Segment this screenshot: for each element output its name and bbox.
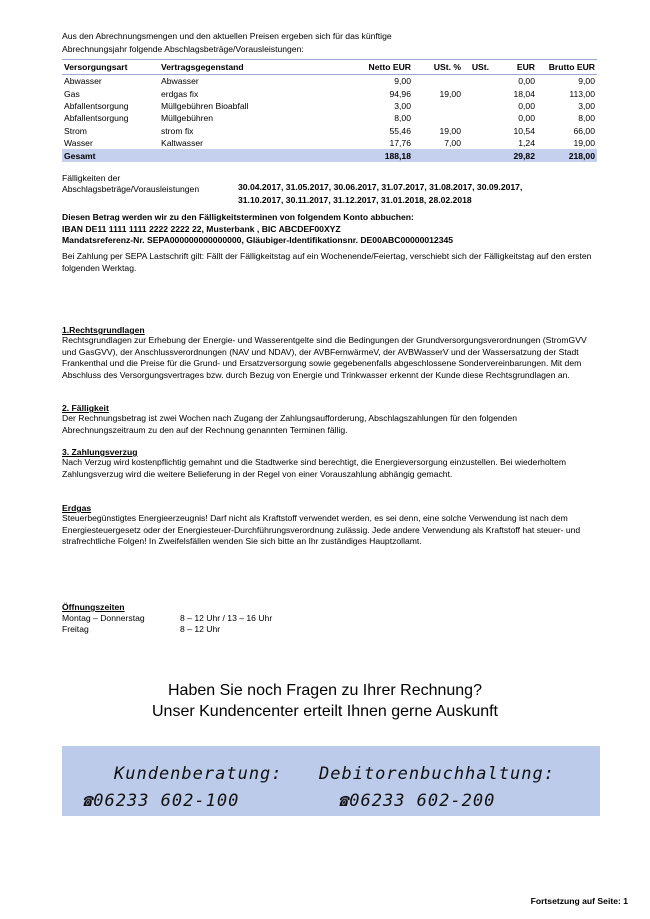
phone-icon: ☎ [82,791,94,811]
cell: 1,24 [518,138,535,149]
intro-line-1: Aus den Abrechnungsmengen und den aktuellen Preisen ergeben sich für das künftige [62,31,392,41]
section-erdgas [62,503,597,548]
cell: 19,00 [439,125,461,136]
customer-service-label: Kundenberatung: [114,764,283,784]
header-versorgungsart: Versorgungsart [62,60,159,75]
sepa-note: Bei Zahlung per SEPA Lastschrift gilt: Fällt der Fälligkeitstag auf ein Wochenende/Feiertag, verschiebt sich der Fälligkeitstag auf den ersten folgenden Werktag. [62,251,592,273]
cell: strom fix [161,125,194,136]
cell: Gas [64,88,80,99]
cell [463,125,491,137]
contact-banner [62,746,600,816]
cell: 19,00 [439,88,461,99]
cell: 19,00 [573,138,595,149]
phone-number: 06233 602-200 [349,791,496,811]
header-eur: EUR [491,60,537,75]
opening-hours [62,602,272,635]
phone-icon: ☎ [338,791,350,811]
cell: 0,00 [518,76,535,87]
opening-hours-row [62,624,272,635]
cell: 9,00 [394,76,411,87]
table-row [62,87,597,99]
header-brutto: Brutto EUR [537,60,597,75]
cell [463,149,491,162]
total-label: Gesamt [62,149,159,162]
accounts-receivable-phone [338,791,495,811]
intro-line-2: Abrechnungsjahr folgende Abschlagsbeträge/Vorausleistungen: [62,43,304,54]
cell: 8,00 [578,113,595,124]
cell: 0,00 [518,113,535,124]
cell: Strom [64,125,87,136]
cell [463,100,491,112]
table-row [62,125,597,137]
cell: 7,00 [444,138,461,149]
hours-time: 8 – 12 Uhr / 13 – 16 Uhr [180,613,273,623]
questions-subheading: Unser Kundencenter erteilt Ihnen gerne Auskunft [152,703,498,720]
cell: 94,96 [389,88,411,99]
cell [463,137,491,149]
due-label-line-1: Fälligkeiten der [62,173,121,183]
cell: 17,76 [389,138,411,149]
section-title: Erdgas [62,503,92,513]
continuation-note: Fortsetzung auf Seite: 1 [530,896,628,906]
opening-hours-row [62,613,272,624]
due-dates-label [62,173,199,195]
cell: 8,00 [394,113,411,124]
cell: 9,00 [578,76,595,87]
cell [413,112,463,124]
iban-line: IBAN DE11 1111 1111 2222 2222 22, Musterbank , BIC ABCDEF00XYZ [62,223,341,234]
table-total-row [62,149,597,162]
section-title: 3. Zahlungsverzug [62,447,138,457]
section-faelligkeit [62,403,597,436]
cell [463,75,491,88]
cell [463,87,491,99]
section-body: Steuerbegünstigtes Energieerzeugnis! Darf nicht als Kraftstoff verwendet werden, es sei denn, eine solche Verwendung ist nach dem Energiesteuergesetz oder der Energiesteuer-Durchführungsverordnung zulässig. Jede andere Verwendung als Kraftstoff hat steuer- und strafrechtliche Folgen! In Zweifelsfällen wenden Sie sich bitte an Ihr zuständiges Hauptzollamt. [62,513,581,546]
cell [413,149,463,162]
section-zahlungsverzug [62,447,597,480]
cell: 10,54 [513,125,535,136]
header-netto: Netto EUR [331,60,413,75]
cell: Kaltwasser [161,138,204,149]
table-row [62,137,597,149]
debit-line-1: Diesen Betrag werden wir zu den Fälligkeitsterminen von folgendem Konto abbuchen: [62,212,414,222]
total-netto: 188,18 [331,149,413,162]
cell: Wasser [64,138,93,149]
header-vertragsgegenstand: Vertragsgegenstand [159,60,331,75]
cell: 113,00 [569,88,595,99]
cell [413,75,463,88]
cell: Müllgebühren Bioabfall [161,100,249,111]
table-row [62,112,597,124]
intro-text [62,30,622,55]
installment-table [62,59,597,162]
section-body: Nach Verzug wird kostenpflichtig gemahnt und die Stadtwerke sind berechtigt, die Energieversorgung einzustellen. Bei wiederholtem Zahlungsverzug wird die weitere Belieferung in der Regel von einer Vorauszahlung abhängig gemacht. [62,457,566,479]
cell: Abwasser [161,76,199,87]
phone-number: 06233 602-100 [93,791,240,811]
cell: Abfallentsorgung [64,113,129,124]
section-rechtsgrundlagen [62,325,597,381]
accounts-receivable-label: Debitorenbuchhaltung: [319,764,555,784]
due-dates-list [238,181,522,207]
cell: 66,00 [573,125,595,136]
total-ust: 29,82 [491,149,537,162]
due-dates-line-1: 30.04.2017, 31.05.2017, 30.06.2017, 31.07.2017, 31.08.2017, 30.09.2017, [238,182,523,192]
cell: Abwasser [64,76,102,87]
table-header-row [62,60,597,75]
cell: Müllgebühren [161,113,214,124]
section-body: Rechtsgrundlagen zur Erhebung der Energie- und Wasserentgelte sind die Bedingungen der Grundversorgungsverordnungen (StromGVV und GasGVV), der Anschlussverordnungen (NAV und NDAV), der AVBFernwärmeV, der AVBWasserV und der Wassersatzung der Stadt Frankenthal und die Preise für die Grund- und Ersatzversorgung sowie gegebenenfalls abgeschlossene Sondervereinbarungen. Mit dem Abschluss des Versorgungsvertrages bzw. durch Bezug von Energie und Trinkwasser erkennt der Kunde diese Rechtsgrundlagen an. [62,335,587,380]
cell: 18,04 [513,88,535,99]
due-dates-line-2: 31.10.2017, 30.11.2017, 31.12.2017, 31.01.2018, 28.02.2018 [238,195,472,205]
section-title: 1.Rechtsgrundlagen [62,325,145,335]
total-brutto: 218,00 [537,149,597,162]
cell [463,112,491,124]
cell: Abfallentsorgung [64,100,129,111]
cell: erdgas fix [161,88,199,99]
hours-time: 8 – 12 Uhr [180,624,221,634]
due-label-line-2: Abschlagsbeträge/Vorausleistungen [62,184,200,194]
cell [159,149,331,162]
section-body: Der Rechnungsbetrag ist zwei Wochen nach Zugang der Zahlungsaufforderung, Abschlagszahlungen für den folgenden Abrechnungszeitraum zu den auf der Rechnung genannten Terminen fällig. [62,413,517,435]
header-ust: USt. [463,60,491,75]
section-title: 2. Fälligkeit [62,403,109,413]
hours-day: Montag – Donnerstag [62,613,145,623]
header-ust-pct: USt. % [413,60,463,75]
table-row [62,100,597,112]
cell: 3,00 [578,100,595,111]
table-row [62,75,597,88]
cell: 0,00 [518,100,535,111]
cell: 3,00 [394,100,411,111]
hours-day: Freitag [62,624,89,634]
cell [413,100,463,112]
debit-info [62,212,453,247]
customer-service-phone [82,791,239,811]
cell: 55,46 [389,125,411,136]
mandate-line: Mandatsreferenz-Nr. SEPA000000000000000, Gläubiger-Identifikationsnr. DE00ABC00000012345 [62,235,454,245]
questions-heading: Haben Sie noch Fragen zu Ihrer Rechnung? [168,682,482,699]
opening-hours-title: Öffnungszeiten [62,602,125,612]
